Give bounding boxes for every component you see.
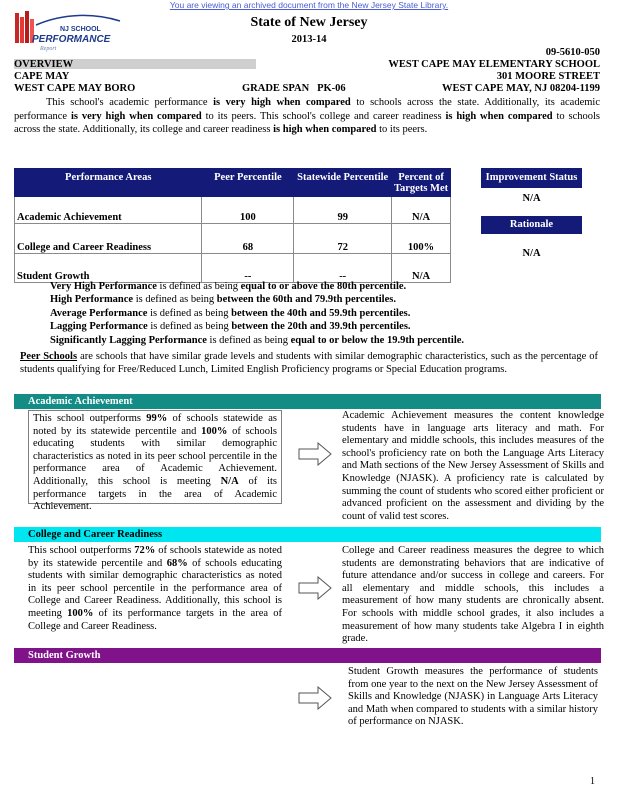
definition-line: Very High Performance is defined as being equal to or above the 80th percentile. xyxy=(50,281,407,292)
col-header-peer: Peer Percentile xyxy=(202,169,294,197)
row-area: Student Growth xyxy=(15,254,202,283)
svg-text:Report: Report xyxy=(40,46,57,52)
school-year: 2013-14 xyxy=(291,34,327,45)
definition-line: High Performance is defined as being between the 60th and 79.9th percentiles. xyxy=(50,294,396,306)
school-name: WEST CAPE MAY ELEMENTARY SCHOOL xyxy=(388,59,600,70)
state-title: State of New Jersey xyxy=(250,15,368,30)
page-number: 1 xyxy=(590,776,595,787)
row-area: College and Career Readiness xyxy=(15,224,202,254)
district-name: WEST CAPE MAY BORO xyxy=(14,83,136,94)
table-row xyxy=(15,224,451,254)
county-name: CAPE MAY xyxy=(14,71,70,82)
student-growth-header: Student Growth xyxy=(14,648,601,663)
row-state: 72 xyxy=(294,224,392,254)
svg-text:NJ SCHOOL: NJ SCHOOL xyxy=(60,26,101,33)
definition-line: Average Performance is defined as being between the 40th and 59.9th percentiles. xyxy=(50,307,411,319)
college-career-readiness-description: College and Career readiness measures the degree to which students are demonstrating behaviors that are indicative of future attendance and/or success in college and careers. For all elementary and middle schools, this includes a measurement of how many students are chronically absent. For schools with middle school grades, it also includes a measurement of how many students take Algebra I in eighth grade. xyxy=(342,545,604,645)
row-targets: 100% xyxy=(392,224,451,254)
school-city: WEST CAPE MAY, NJ 08204-1199 xyxy=(441,83,600,94)
student-growth-description: Student Growth measures the performance of students from one year to the next on the New Jersey Assessment of Skills and Knowledge (NJASK) in Language Arts Literacy and Math when compared to students with a similar history of performance on NJASK. xyxy=(348,666,598,728)
col-header-statewide: Statewide Percentile xyxy=(294,169,392,197)
improvement-status-header: Improvement Status xyxy=(481,168,582,188)
right-arrow-icon xyxy=(298,576,332,600)
right-arrow-icon xyxy=(298,686,332,710)
row-area: Academic Achievement xyxy=(15,197,202,224)
right-arrow-icon xyxy=(298,442,332,466)
college-career-readiness-summary: This school outperforms 72% of schools statewide as noted by its statewide percentile and 68% of schools educating students with similar demographic characteristics as noted in its peer school percentile in the performance area of College and Career Readiness. Additionally, this school is meeting 100% of its performance targets in the area of College and Career Readiness. xyxy=(28,545,283,632)
definition-line: Significantly Lagging Performance is defined as being equal to or below the 19.9th percentile. xyxy=(50,334,465,346)
school-code: 09-5610-050 xyxy=(545,47,600,58)
academic-achievement-summary: This school outperforms 99% of schools statewide as noted by its statewide percentile and 100% of schools educating students with similar demographic characteristics as noted in its peer school percentile in the performance area of Academic Achievement. Additionally, this school is meeting N/A of its performance targets in the area of Academic Achievement. xyxy=(28,410,282,504)
col-header-targets: Percent of Targets Met xyxy=(392,169,451,197)
intro-paragraph: This school's academic performance is very high when compared to schools across the state. Additionally, its academic performance is very high when compared to its peers. This school's college and career readiness is high when compared to schools across the state. Additionally, its college and career readiness is high when compared to its peers. xyxy=(14,97,600,136)
table-row xyxy=(15,197,451,224)
row-state: -- xyxy=(294,254,392,283)
college-career-readiness-header: College and Career Readiness xyxy=(14,527,601,542)
performance-table xyxy=(14,168,451,283)
row-targets: N/A xyxy=(392,197,451,224)
svg-text:PERFORMANCE: PERFORMANCE xyxy=(32,34,111,45)
row-targets: N/A xyxy=(392,254,451,283)
row-peer: 100 xyxy=(202,197,294,224)
row-peer: 68 xyxy=(202,224,294,254)
row-peer: -- xyxy=(202,254,294,283)
peer-schools-paragraph: Peer Schools are schools that have similar grade levels and students with similar demographic characteristics, such as the percentage of students qualifying for Free/Reduced Lunch, Limited English Proficiency programs or Special Education programs. xyxy=(20,351,598,375)
academic-achievement-header: Academic Achievement xyxy=(14,394,601,409)
col-header-area: Performance Areas xyxy=(15,169,202,197)
performance-definitions xyxy=(50,280,570,347)
row-state: 99 xyxy=(294,197,392,224)
table-row xyxy=(15,254,451,283)
overview-label: OVERVIEW xyxy=(14,59,74,70)
definition-line: Lagging Performance is defined as being between the 20th and 39.9th percentiles. xyxy=(50,321,411,333)
school-street: 301 MOORE STREET xyxy=(496,71,600,82)
archive-banner-link[interactable]: You are viewing an archived document from the New Jersey State Library. xyxy=(169,0,449,10)
rationale-value: N/A xyxy=(522,248,541,259)
improvement-status-value: N/A xyxy=(522,193,541,204)
grade-span: GRADE SPAN PK-06 xyxy=(242,83,346,94)
rationale-header: Rationale xyxy=(481,216,582,234)
academic-achievement-description: Academic Achievement measures the content knowledge students have in language arts literacy and math. For elementary and middle schools, this includes measures of the school's proficiency rate on both the Language Arts Literacy and Math sections of the New Jersey Assessment of Skills and Knowledge (NJASK). A proficiency rate is calculated by summing the count of students who scored either proficient or advanced proficient on the assessment and dividing by the count of valid test scores. xyxy=(342,410,604,522)
